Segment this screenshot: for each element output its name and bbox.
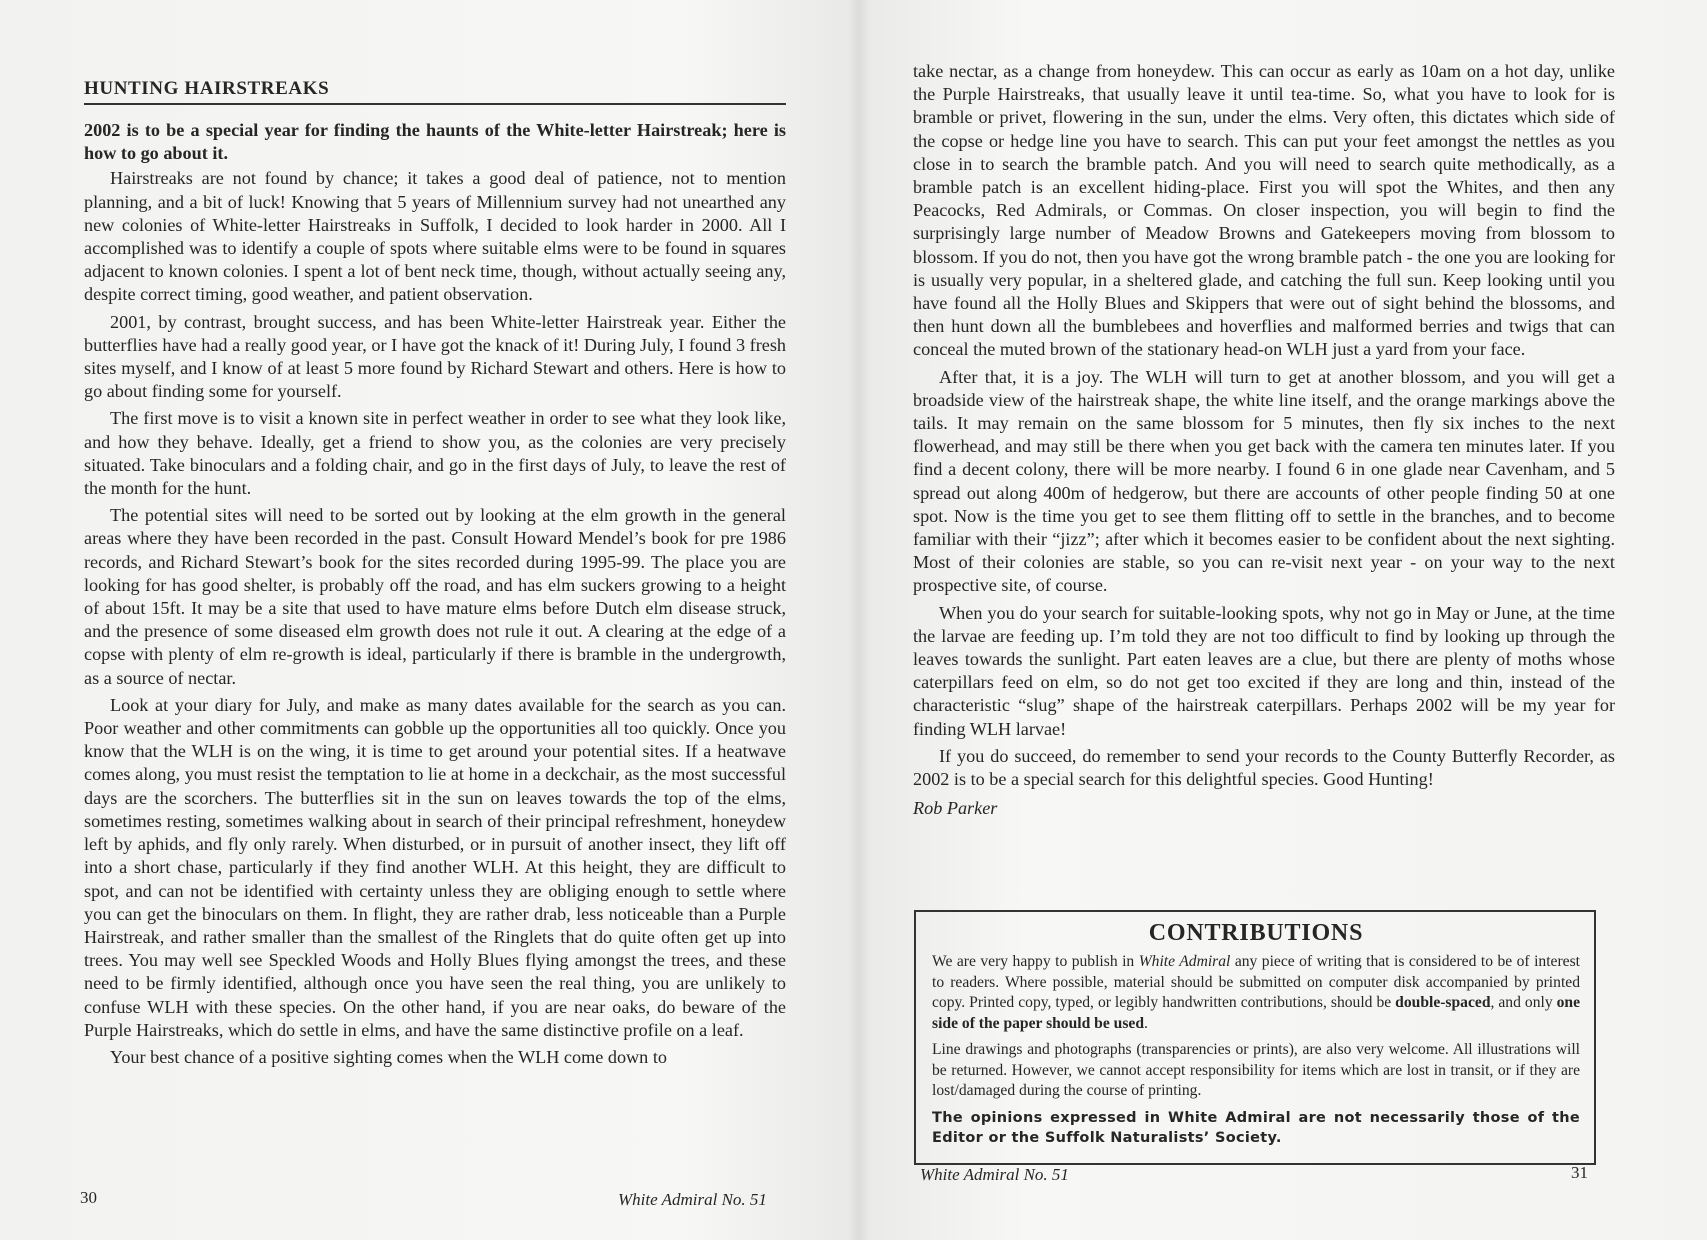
box-title: CONTRIBUTIONS (1148, 920, 1364, 946)
publication-name: White Admiral (1138, 953, 1231, 970)
left-page (80, 0, 786, 1240)
paragraph: 2001, by contrast, brought success, and has been White-letter Hairstreak year. Either the butterflies have had a really good year, or I have got the knack of it! During July, I found 3 fresh sites myself, and I know of at least 5 more found by Richard Stewart and others. Here is how to go about finding some for yourself. (84, 311, 786, 402)
box-text: , and only (1490, 994, 1557, 1011)
page-number: 31 (1571, 1163, 1588, 1182)
box-paragraph (932, 952, 1580, 1034)
box-disclaimer: The opinions expressed in White Admiral are not necessarily those of the Editor or the Suffolk Naturalists’ Society. (932, 1109, 1580, 1146)
box-emphasis: double-spaced (1395, 994, 1491, 1011)
box-paragraph: Line drawings and photographs (transparencies or prints), are also very welcome. All illustrations will be returned. However, we cannot accept responsibility for items which are lost in transit, or if they are lost/damaged during the course of printing. (932, 1041, 1580, 1099)
box-text: . (1144, 1014, 1148, 1032)
left-column (84, 78, 786, 1073)
box-text: any piece of writing that is considered to be of interest to readers. Where possible, material should be submitted on computer disk accompanied by printed copy. Printed copy, typed, or legibly handwritten contributions, should be (932, 953, 1580, 1011)
paragraph: The potential sites will need to be sorted out by looking at the elm growth in the general areas where they have been recorded in the past. Consult Howard Mendel’s book for pre 1986 records, and Richard Stewart’s book for the sites recorded during 1995-99. The place you are looking for has good shelter, is probably off the road, and has elm suckers growing to a height of about 15ft. It may be a site that used to have mature elms before Dutch elm disease struck, and the presence of some diseased elm growth does not rule it out. A clearing at the edge of a copse with plenty of elm re-growth is ideal, particularly if there is bramble in the undergrowth, as a source of nectar. (84, 505, 786, 688)
paragraph: Hairstreaks are not found by chance; it takes a good deal of patience, not to mention planning, and a bit of luck! Knowing that 5 years of Millennium survey had not unearthed any new colonies of White-letter Hairstreaks in Suffolk, I decided to look harder in 2000. All I accomplished was to identify a couple of spots where suitable elms were to be found in squares adjacent to known colonies. I spent a lot of bent neck time, though, without actually seeing any, despite correct timing, good weather, and patient observation. (84, 168, 786, 305)
box-emphasis: one side of the paper should be used (932, 994, 1580, 1032)
contributions-box (914, 910, 1596, 1165)
paragraph: take nectar, as a change from honeydew. This can occur as early as 10am on a hot day, unlike the Purple Hairstreaks, that usually leave it until tea-time. So, what you have to look for is bramble or privet, flowering in the sun, under the elms. Very often, this dictates which side of the copse or hedge line you have to search. This can put your feet amongst the nettles as you close in to search the bramble patch. And you will need to search quite methodically, as a bramble patch is an excellent hiding-place. First you will spot the Whites, and then any Peacocks, Red Admirals, or Commas. On closer inspection, you will begin to find the surprisingly large number of Meadow Browns and Gatekeepers moving from blossom to blossom. If you do not, then you have got the wrong bramble patch - the one you are looking for is usually very popular, in a sheltered glade, and catching the full sun. Keep looking until you have found all the Holly Blues and Skippers that were out of sight behind the blossoms, and then hunt down all the bumblebees and hoverflies and malformed berries and twigs that can conceal the muted brown of the stationary head-on WLH just a yard from your face. (913, 61, 1615, 360)
running-title: White Admiral No. 51 (920, 1165, 1069, 1184)
right-column (913, 60, 1615, 825)
paragraph: Your best chance of a positive sighting comes when the WLH come down to (110, 1046, 667, 1067)
page-number: 30 (80, 1188, 97, 1207)
paragraph: The first move is to visit a known site in perfect weather in order to see what they look like, and how they behave. Ideally, get a friend to show you, as the colonies are very precisely situated. Take binoculars and a folding chair, and go in the first days of July, to leave the rest of the month for the hunt. (84, 408, 786, 499)
box-text: We are very happy to publish in (932, 953, 1139, 970)
paragraph: If you do succeed, do remember to send your records to the County Butterfly Recorder, as 2002 is to be a special search for this delightful species. Good Hunting! (913, 745, 1615, 790)
article-heading: HUNTING HAIRSTREAKS (84, 78, 786, 105)
paragraph: After that, it is a joy. The WLH will turn to get at another blossom, and you will get a broadside view of the hairstreak shape, the white line itself, and the orange markings above the tails. It may remain on the same blossom for 5 minutes, then fly six inches to the next flowerhead, and may still be there when you get back with the camera ten minutes later. If you find a decent colony, there will be more nearby. I found 6 in one glade near Cavenham, and 5 spread out along 400m of hedgerow, but there are accounts of other people finding 50 at one spot. Now is the time you get to see them flitting off to settle in the branches, and to become familiar with their “jizz”; after which it becomes easier to be confident about the next sighting. Most of their colonies are stable, so you can re-visit next year - on your way to the next prospective site, of course. (913, 366, 1615, 596)
author-signature: Rob Parker (913, 798, 998, 819)
paragraph: When you do your search for suitable-looking spots, why not go in May or June, at the time the larvae are feeding up. I’m told they are not too difficult to find by looking up through the leaves towards the sunlight. Part eaten leaves are a clue, but there are plenty of moths whose caterpillars feed on elm, so do not get too excited if they are long and thin, instead of the characteristic “slug” shape of the hairstreak caterpillars. Perhaps 2002 will be my year for finding WLH larvae! (913, 602, 1615, 739)
article-lead: 2002 is to be a special year for finding the haunts of the White-letter Hairstreak; here is how to go about it. (84, 120, 786, 164)
page-gutter (848, 0, 870, 1240)
running-title: White Admiral No. 51 (618, 1190, 767, 1209)
paragraph: Look at your diary for July, and make as many dates available for the search as you can. Poor weather and other commitments can gobble up the opportunities all too quickly. Once you know that the WLH is on the wing, it is time to get around your potential sites. If a heatwave comes along, you must resist the temptation to lie at home in a deckchair, as the most successful days are the scorchers. The butterflies sit in the sun on leaves towards the top of the elms, sometimes resting, sometimes walking about in search of their principal refreshment, honeydew left by aphids, and fly only rarely. When disturbed, or in pursuit of another insect, they lift off into a short chase, particularly if they find another WLH. At this height, they are difficult to spot, and can not be identified with certainty unless they are obliging enough to settle where you can get the binoculars on them. In flight, they are rather drab, less noticeable than a Purple Hairstreak, and rather smaller than the smallest of the Ringlets that do quite often get up into trees. You may well see Speckled Woods and Holly Blues flying amongst the trees, and these need to be firmly identified, although once you have seen the real thing, you are unlikely to confuse WLH with these species. On the other hand, if you are near oaks, do beware of the Purple Hairstreaks, which do settle in elms, and have the same distinctive profile on a leaf. (84, 694, 786, 1040)
right-page (913, 0, 1615, 1240)
